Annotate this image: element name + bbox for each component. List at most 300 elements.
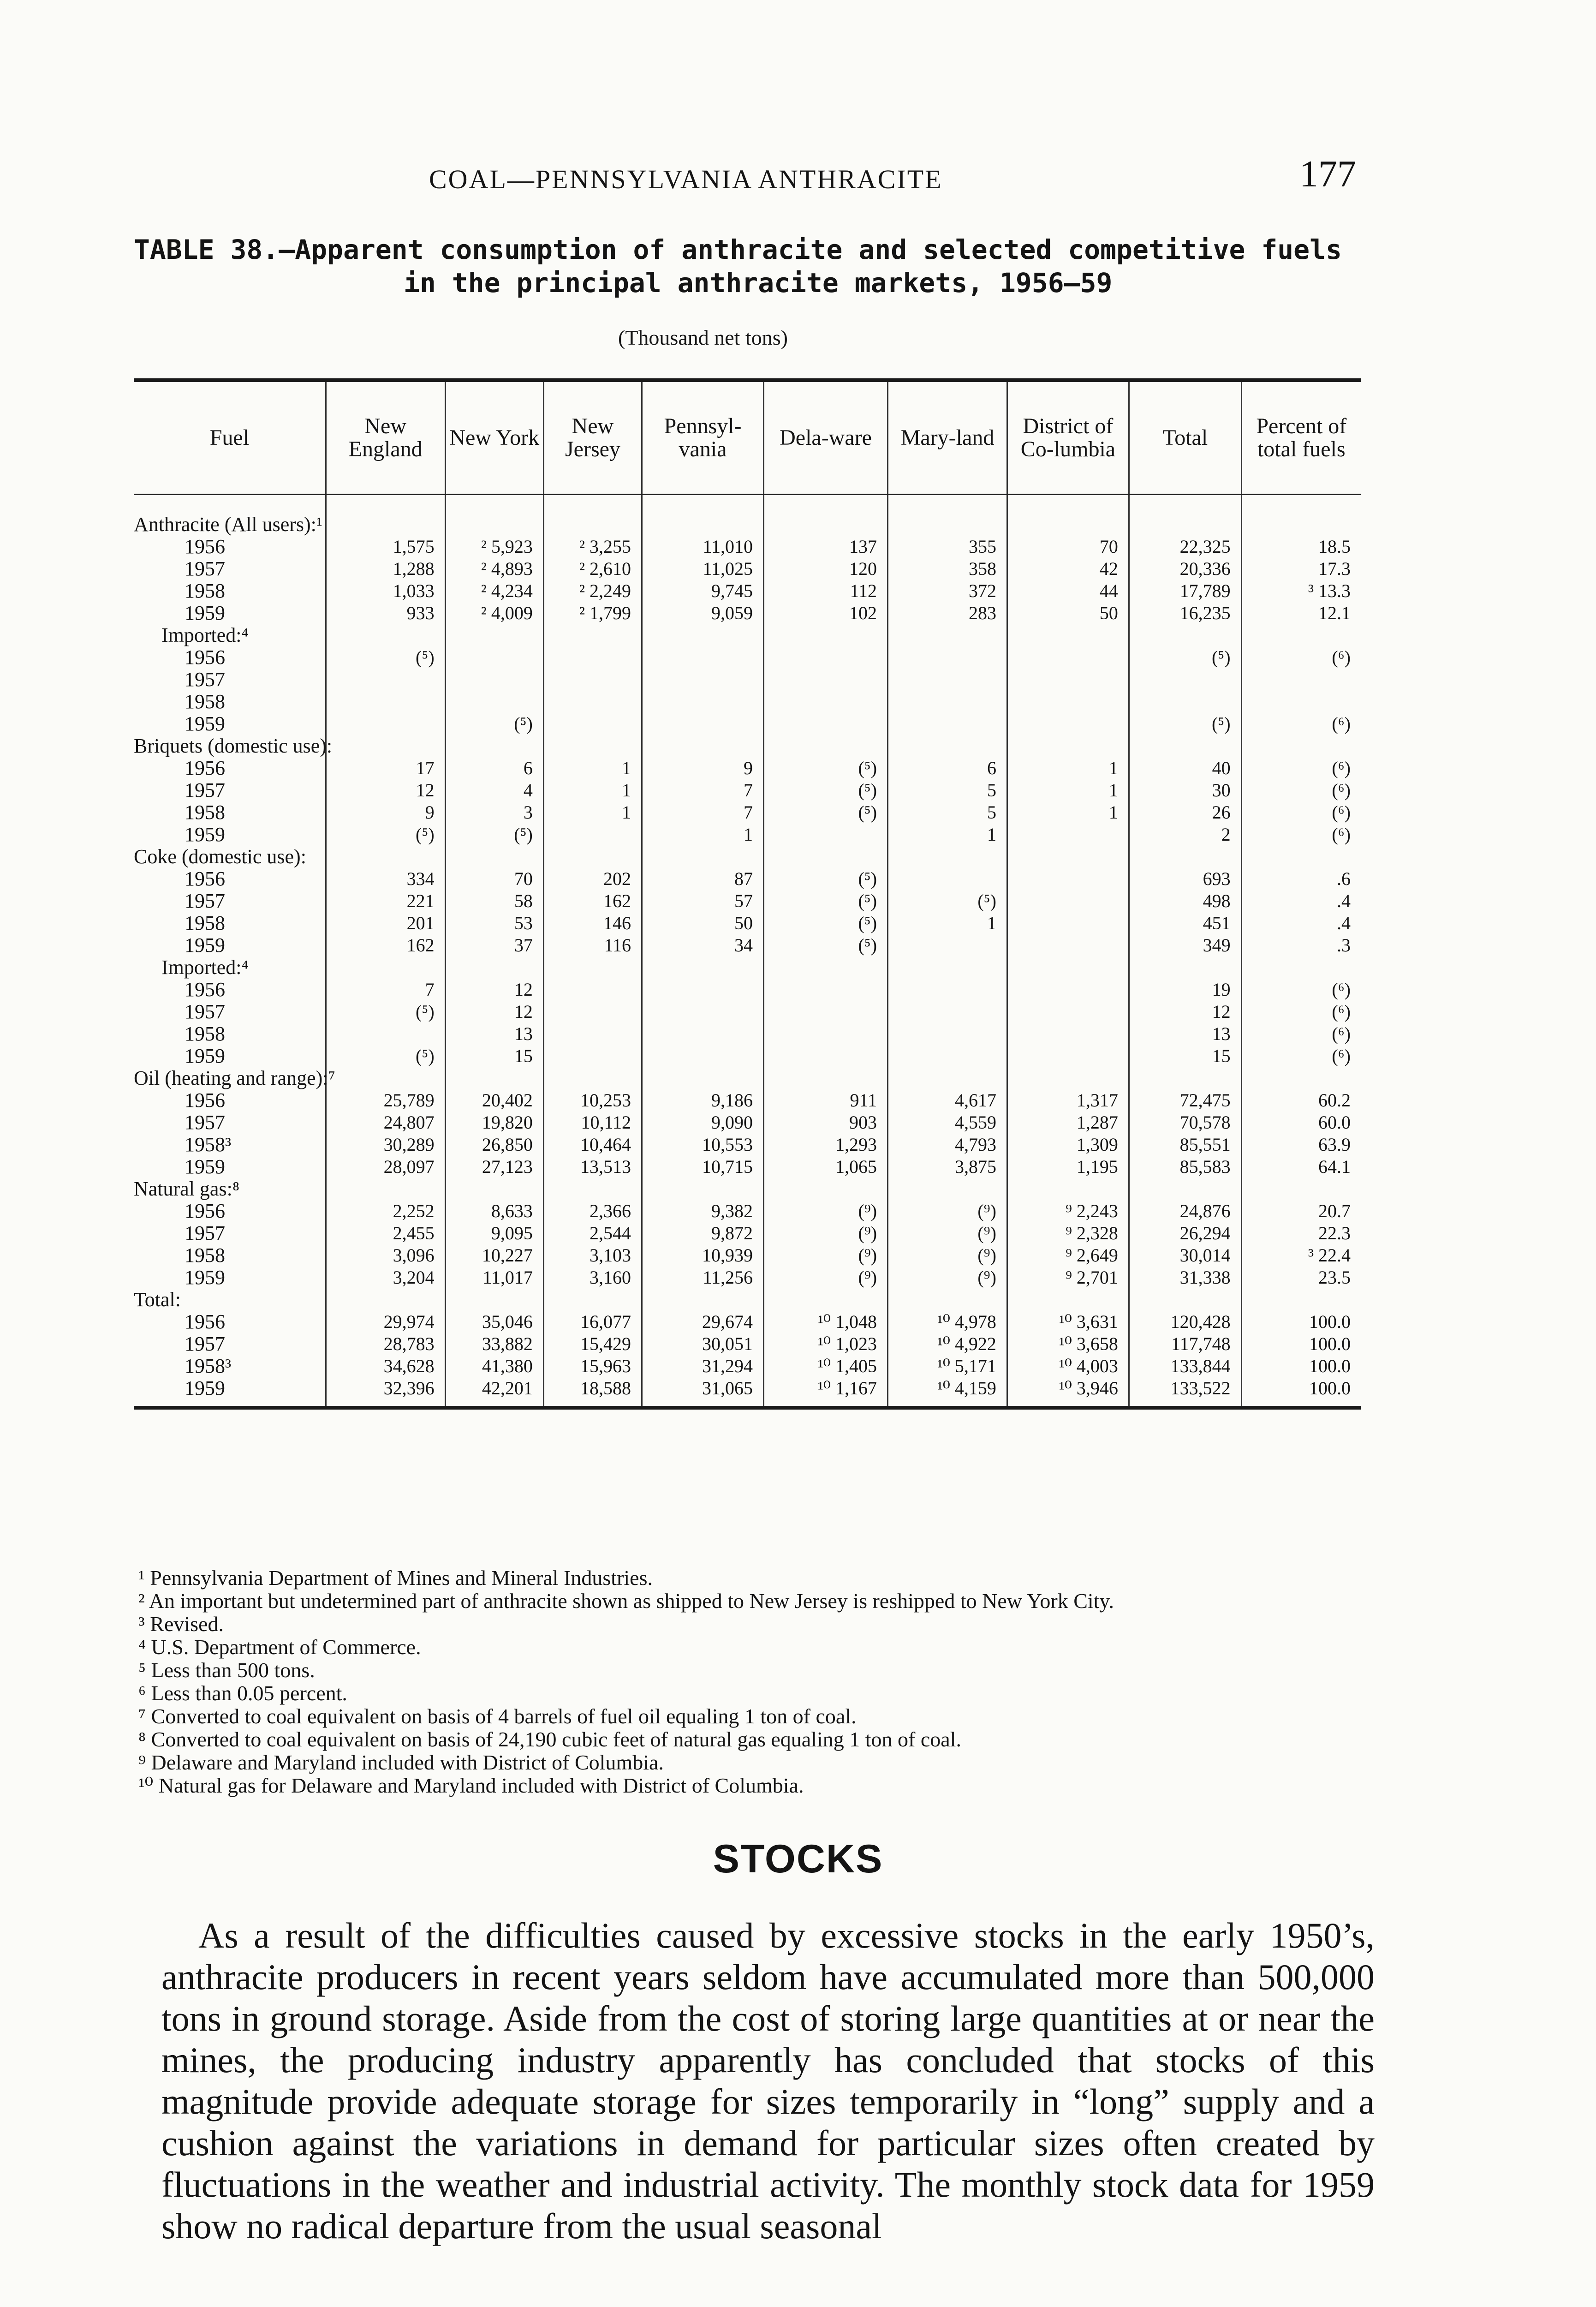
row-label: Anthracite (All users):¹ — [134, 513, 323, 536]
table-cell: (⁶) — [1241, 646, 1361, 669]
table-cell — [1241, 624, 1361, 646]
table-cell: ¹⁰ 3,946 — [1007, 1377, 1129, 1408]
column-header-delaware: Dela-ware — [764, 380, 888, 495]
table-cell: 26,850 — [445, 1134, 543, 1156]
table-cell — [1007, 1067, 1129, 1089]
table-cell: 50 — [642, 912, 764, 934]
table-cell — [543, 1001, 642, 1023]
table-cell: 133,844 — [1129, 1355, 1241, 1377]
table-row — [134, 757, 1361, 779]
table-row — [134, 890, 1361, 912]
table-title-line-2: in the principal anthracite markets, 1956–59 — [404, 267, 1113, 299]
table-cell — [1241, 956, 1361, 979]
table-cell: 53 — [445, 912, 543, 934]
table-cell: 355 — [888, 536, 1007, 558]
table-cell: 10,112 — [543, 1112, 642, 1134]
table-cell: 3,160 — [543, 1267, 642, 1289]
table-cell — [764, 979, 888, 1001]
table-cell: 9 — [642, 757, 764, 779]
table-cell — [326, 1067, 445, 1089]
row-label: 1956 — [185, 1089, 225, 1112]
table-cell — [326, 1023, 445, 1045]
table-cell: 4,793 — [888, 1134, 1007, 1156]
table-cell — [888, 669, 1007, 691]
body-paragraph: As a result of the difficulties caused by excessive stocks in the early 1950’s, anthracite producers in recent years seldom have accumulated more than 500,000 tons in ground storage. Aside from the cost of storing large quantities at or near the mines, the producing industry apparently has concluded that stocks of this magnitude provide adequate storage for sizes temporarily in “long” supply and a cushion against the variations in demand for particular sizes often created by fluctuations in the weather and industrial activity. The monthly stock data for 1959 show no radical departure from the usual seasonal — [161, 1915, 1375, 2246]
table-cell: 1,309 — [1007, 1134, 1129, 1156]
table-row — [134, 824, 1361, 846]
table-row — [134, 934, 1361, 956]
table-cell — [1007, 1045, 1129, 1067]
table-cell: 20,402 — [445, 1089, 543, 1112]
table-cell — [642, 1067, 764, 1089]
table-cell — [1007, 912, 1129, 934]
table-cell — [1007, 646, 1129, 669]
table-cell — [326, 624, 445, 646]
column-header-new-york: New York — [445, 380, 543, 495]
table-cell: (⁶) — [1241, 757, 1361, 779]
table-cell — [326, 735, 445, 757]
table-cell: 911 — [764, 1089, 888, 1112]
footnotes — [138, 1566, 1361, 1797]
table-cell: 693 — [1129, 868, 1241, 890]
table-cell — [764, 846, 888, 868]
table-cell: 7 — [326, 979, 445, 1001]
table-cell: 5 — [888, 779, 1007, 801]
table-row — [134, 1222, 1361, 1244]
table-cell: (⁹) — [888, 1200, 1007, 1222]
table-cell — [1129, 495, 1241, 536]
table-cell: (⁵) — [326, 646, 445, 669]
table-cell — [1129, 1178, 1241, 1200]
table-cell — [543, 1178, 642, 1200]
footnote: ⁸ Converted to coal equivalent on basis of 24,190 cubic feet of natural gas equaling 1 ton of coal. — [138, 1727, 961, 1751]
row-label: 1959 — [185, 1377, 225, 1399]
table-cell: (⁶) — [1241, 1023, 1361, 1045]
table-cell: 2,544 — [543, 1222, 642, 1244]
table-cell: 24,807 — [326, 1112, 445, 1134]
table-cell — [888, 495, 1007, 536]
table-cell: (⁹) — [764, 1244, 888, 1267]
table-row — [134, 1134, 1361, 1156]
table-cell: 1 — [543, 801, 642, 824]
row-label: Imported:⁴ — [161, 956, 249, 979]
table-cell: (⁹) — [764, 1200, 888, 1222]
table-cell: 1,033 — [326, 580, 445, 602]
table-cell — [888, 1001, 1007, 1023]
section-heading: STOCKS — [713, 1837, 883, 1881]
row-label: Total: — [134, 1288, 181, 1311]
table-cell: 9 — [326, 801, 445, 824]
table-cell — [445, 495, 543, 536]
table-cell — [764, 1289, 888, 1311]
table-cell: 1,287 — [1007, 1112, 1129, 1134]
table-cell — [326, 691, 445, 713]
table-row — [134, 669, 1361, 691]
table-cell: 31,065 — [642, 1377, 764, 1408]
table-cell: 9,059 — [642, 602, 764, 624]
table-cell — [888, 979, 1007, 1001]
table-cell — [764, 691, 888, 713]
table-cell — [1129, 1289, 1241, 1311]
table-cell — [445, 1067, 543, 1089]
footnote: ⁶ Less than 0.05 percent. — [138, 1681, 347, 1705]
column-header-maryland: Mary-land — [888, 380, 1007, 495]
table-cell: ¹⁰ 3,658 — [1007, 1333, 1129, 1355]
table-cell: 63.9 — [1241, 1134, 1361, 1156]
table-cell: 50 — [1007, 602, 1129, 624]
table-cell — [888, 735, 1007, 757]
table-cell: 10,464 — [543, 1134, 642, 1156]
table-cell — [642, 495, 764, 536]
table-row — [134, 1200, 1361, 1222]
table-cell: 116 — [543, 934, 642, 956]
table-cell — [642, 691, 764, 713]
table-cell: 13 — [1129, 1023, 1241, 1045]
table-cell — [326, 1289, 445, 1311]
table-cell — [1007, 495, 1129, 536]
table-cell: 35,046 — [445, 1311, 543, 1333]
column-header-fuel: Fuel — [134, 380, 326, 495]
table-row — [134, 1377, 1361, 1408]
table-cell: 85,551 — [1129, 1134, 1241, 1156]
table-cell: 1 — [1007, 779, 1129, 801]
table-cell — [1129, 669, 1241, 691]
table-cell: 23.5 — [1241, 1267, 1361, 1289]
row-label: 1957 — [185, 890, 225, 912]
table-cell: 9,382 — [642, 1200, 764, 1222]
table-row — [134, 1244, 1361, 1267]
table-cell — [888, 846, 1007, 868]
table-cell: 12 — [1129, 1001, 1241, 1023]
table-cell: (⁵) — [764, 868, 888, 890]
table-row — [134, 536, 1361, 558]
table-cell — [445, 669, 543, 691]
table-cell — [1007, 669, 1129, 691]
table-cell — [543, 691, 642, 713]
table-cell: (⁶) — [1241, 1001, 1361, 1023]
table-row — [134, 1045, 1361, 1067]
table-cell: (⁶) — [1241, 779, 1361, 801]
table-cell — [1241, 846, 1361, 868]
row-label: 1957 — [185, 557, 225, 580]
table-cell — [764, 713, 888, 735]
table-cell — [642, 713, 764, 735]
table-cell: 11,256 — [642, 1267, 764, 1289]
footnote: ⁹ Delaware and Maryland included with District of Columbia. — [138, 1751, 664, 1774]
table-cell: (⁹) — [888, 1267, 1007, 1289]
table-cell: 12 — [326, 779, 445, 801]
table-cell — [642, 624, 764, 646]
table-cell: 5 — [888, 801, 1007, 824]
row-label: 1957 — [185, 1111, 225, 1134]
footnote: ⁴ U.S. Department of Commerce. — [138, 1635, 421, 1659]
table-row — [134, 495, 1361, 536]
table-cell: (⁵) — [764, 757, 888, 779]
table-cell — [642, 979, 764, 1001]
table-cell: 30,289 — [326, 1134, 445, 1156]
table-cell: 12 — [445, 1001, 543, 1023]
table-cell: ² 4,009 — [445, 602, 543, 624]
table-cell: ² 5,923 — [445, 536, 543, 558]
table-cell — [1129, 624, 1241, 646]
row-label: 1956 — [185, 646, 225, 669]
table-cell — [888, 646, 1007, 669]
table-row — [134, 735, 1361, 757]
table-cell: 15 — [1129, 1045, 1241, 1067]
row-label: 1958 — [185, 801, 225, 824]
table-cell — [445, 691, 543, 713]
table-cell — [1007, 824, 1129, 846]
table-cell — [764, 1178, 888, 1200]
table-row — [134, 1112, 1361, 1134]
table-cell: 60.0 — [1241, 1112, 1361, 1134]
table-cell — [888, 934, 1007, 956]
footnote: ⁷ Converted to coal equivalent on basis of 4 barrels of fuel oil equaling 1 ton of coal. — [138, 1704, 857, 1728]
table-cell: ⁹ 2,243 — [1007, 1200, 1129, 1222]
table-cell — [1241, 495, 1361, 536]
table-cell: 3,096 — [326, 1244, 445, 1267]
table-unit: (Thousand net tons) — [618, 326, 788, 349]
table-cell: 6 — [888, 757, 1007, 779]
table-cell: (⁶) — [1241, 801, 1361, 824]
table-cell: ² 2,249 — [543, 580, 642, 602]
row-label: 1959 — [185, 712, 225, 735]
table-row — [134, 1267, 1361, 1289]
table-cell: 17.3 — [1241, 558, 1361, 580]
table-cell: 3,875 — [888, 1156, 1007, 1178]
table-cell: (⁵) — [1129, 646, 1241, 669]
table-cell: 1 — [888, 912, 1007, 934]
table-title-line-1: TABLE 38.—Apparent consumption of anthracite and selected competitive fuels — [134, 234, 1342, 265]
table-cell: (⁵) — [1129, 713, 1241, 735]
table-cell: ⁹ 2,701 — [1007, 1267, 1129, 1289]
table-cell: 72,475 — [1129, 1089, 1241, 1112]
table-cell: 28,783 — [326, 1333, 445, 1355]
table-cell: 44 — [1007, 580, 1129, 602]
table-cell: 1,317 — [1007, 1089, 1129, 1112]
table-row — [134, 1023, 1361, 1045]
table-cell — [326, 713, 445, 735]
table-cell: ² 3,255 — [543, 536, 642, 558]
table-cell — [543, 846, 642, 868]
table-cell: 27,123 — [445, 1156, 543, 1178]
table-cell: 29,974 — [326, 1311, 445, 1333]
table-cell: ² 1,799 — [543, 602, 642, 624]
table-cell: 16,235 — [1129, 602, 1241, 624]
table-cell: (⁵) — [326, 1045, 445, 1067]
table-cell: 1 — [543, 779, 642, 801]
table-row — [134, 1001, 1361, 1023]
table-cell: 31,294 — [642, 1355, 764, 1377]
table-cell — [764, 1045, 888, 1067]
table-cell — [543, 624, 642, 646]
table-cell: 9,745 — [642, 580, 764, 602]
table-cell: 349 — [1129, 934, 1241, 956]
table-cell — [326, 846, 445, 868]
table-cell: ¹⁰ 1,405 — [764, 1355, 888, 1377]
row-label: Oil (heating and range):⁷ — [134, 1067, 335, 1089]
table-cell — [1129, 846, 1241, 868]
table-cell — [1129, 735, 1241, 757]
table-cell — [1007, 1178, 1129, 1200]
table-cell: 70 — [445, 868, 543, 890]
table-cell — [764, 669, 888, 691]
table-cell — [642, 1045, 764, 1067]
table-cell: ³ 22.4 — [1241, 1244, 1361, 1267]
table-header-row — [134, 380, 1361, 495]
table-cell — [1007, 868, 1129, 890]
table-cell: 1,288 — [326, 558, 445, 580]
table-cell: .3 — [1241, 934, 1361, 956]
row-label: 1959 — [185, 823, 225, 846]
table-cell: (⁹) — [888, 1244, 1007, 1267]
table-cell — [543, 1067, 642, 1089]
table-cell: 19 — [1129, 979, 1241, 1001]
row-label: 1959 — [185, 1155, 225, 1178]
table-cell — [764, 1023, 888, 1045]
table-cell: 100.0 — [1241, 1333, 1361, 1355]
table-cell: 11,017 — [445, 1267, 543, 1289]
row-label: 1957 — [185, 668, 225, 691]
table-cell: 22,325 — [1129, 536, 1241, 558]
table-cell: ² 4,893 — [445, 558, 543, 580]
table-cell: 1,575 — [326, 536, 445, 558]
table-cell — [888, 1045, 1007, 1067]
table-cell: 372 — [888, 580, 1007, 602]
table-cell — [764, 735, 888, 757]
table-cell: 498 — [1129, 890, 1241, 912]
table-cell: (⁵) — [326, 824, 445, 846]
table-cell — [445, 1178, 543, 1200]
table-cell: 102 — [764, 602, 888, 624]
table-row — [134, 691, 1361, 713]
table-cell: ¹⁰ 3,631 — [1007, 1311, 1129, 1333]
table-cell — [1007, 846, 1129, 868]
table-row — [134, 624, 1361, 646]
table-cell: 6 — [445, 757, 543, 779]
table-cell — [543, 824, 642, 846]
table-cell — [1007, 979, 1129, 1001]
table-cell: 17 — [326, 757, 445, 779]
table-cell — [543, 735, 642, 757]
footnote: ⁵ Less than 500 tons. — [138, 1658, 315, 1682]
row-label: 1959 — [185, 1045, 225, 1067]
table-cell — [326, 956, 445, 979]
table-cell: (⁵) — [764, 779, 888, 801]
table-cell: 2,366 — [543, 1200, 642, 1222]
table-cell — [1007, 956, 1129, 979]
table-cell: .4 — [1241, 890, 1361, 912]
table-cell: 85,583 — [1129, 1156, 1241, 1178]
table-row — [134, 779, 1361, 801]
table-row — [134, 1355, 1361, 1377]
table-cell: 13 — [445, 1023, 543, 1045]
table-cell: 58 — [445, 890, 543, 912]
table-cell: 10,253 — [543, 1089, 642, 1112]
column-header-total: Total — [1129, 380, 1241, 495]
table-cell — [764, 495, 888, 536]
row-label: 1957 — [185, 1333, 225, 1355]
table-cell: 11,010 — [642, 536, 764, 558]
table-cell — [1241, 1178, 1361, 1200]
table-cell — [764, 1067, 888, 1089]
table-cell: 1,293 — [764, 1134, 888, 1156]
row-label: Imported:⁴ — [161, 624, 249, 646]
table-cell — [888, 624, 1007, 646]
table-cell — [543, 495, 642, 536]
table-cell: 162 — [543, 890, 642, 912]
table-cell: 9,186 — [642, 1089, 764, 1112]
row-label: Briquets (domestic use): — [134, 735, 333, 757]
table-row — [134, 558, 1361, 580]
table-cell — [1241, 669, 1361, 691]
table-cell — [1007, 934, 1129, 956]
row-label: 1959 — [185, 602, 225, 624]
table-cell — [764, 956, 888, 979]
table-cell: 41,380 — [445, 1355, 543, 1377]
table-cell: (⁵) — [888, 890, 1007, 912]
table-cell: 9,872 — [642, 1222, 764, 1244]
table-cell: 20,336 — [1129, 558, 1241, 580]
table-cell: ¹⁰ 4,922 — [888, 1333, 1007, 1355]
footnote: ² An important but undetermined part of anthracite shown as shipped to New Jersey is reshipped to New York City. — [138, 1589, 1114, 1613]
table-cell — [642, 1023, 764, 1045]
table-cell — [1129, 956, 1241, 979]
column-header-new-jersey: New Jersey — [543, 380, 642, 495]
table-cell: ² 4,234 — [445, 580, 543, 602]
table-cell: 162 — [326, 934, 445, 956]
row-label: 1957 — [185, 1222, 225, 1244]
table-cell: 64.1 — [1241, 1156, 1361, 1178]
table-cell: (⁶) — [1241, 713, 1361, 735]
table-cell: 17,789 — [1129, 580, 1241, 602]
table-cell — [888, 868, 1007, 890]
table-cell: ¹⁰ 4,003 — [1007, 1355, 1129, 1377]
table-cell — [543, 956, 642, 979]
row-label: 1958 — [185, 580, 225, 602]
table-cell — [1241, 691, 1361, 713]
table-cell — [1007, 1001, 1129, 1023]
table-cell — [642, 1001, 764, 1023]
table-cell: 1 — [642, 824, 764, 846]
table-cell: 2 — [1129, 824, 1241, 846]
table-cell: 28,097 — [326, 1156, 445, 1178]
table-cell — [543, 1023, 642, 1045]
table-row — [134, 1178, 1361, 1200]
table-cell: ¹⁰ 5,171 — [888, 1355, 1007, 1377]
table-cell: 100.0 — [1241, 1377, 1361, 1408]
table-cell — [642, 646, 764, 669]
row-label: 1958 — [185, 690, 225, 713]
table-cell: 1,195 — [1007, 1156, 1129, 1178]
table-row — [134, 646, 1361, 669]
table-cell: 4,617 — [888, 1089, 1007, 1112]
table-cell: 30,051 — [642, 1333, 764, 1355]
table-cell: 18,588 — [543, 1377, 642, 1408]
table-cell — [888, 956, 1007, 979]
table-cell: 10,553 — [642, 1134, 764, 1156]
table-cell: (⁵) — [764, 890, 888, 912]
table-cell — [445, 1289, 543, 1311]
table-row — [134, 1089, 1361, 1112]
table-cell: 933 — [326, 602, 445, 624]
table-cell: 2,455 — [326, 1222, 445, 1244]
table-cell: 20.7 — [1241, 1200, 1361, 1222]
table-cell — [445, 956, 543, 979]
table-cell: 146 — [543, 912, 642, 934]
table-cell: 1 — [1007, 801, 1129, 824]
table-cell: 19,820 — [445, 1112, 543, 1134]
